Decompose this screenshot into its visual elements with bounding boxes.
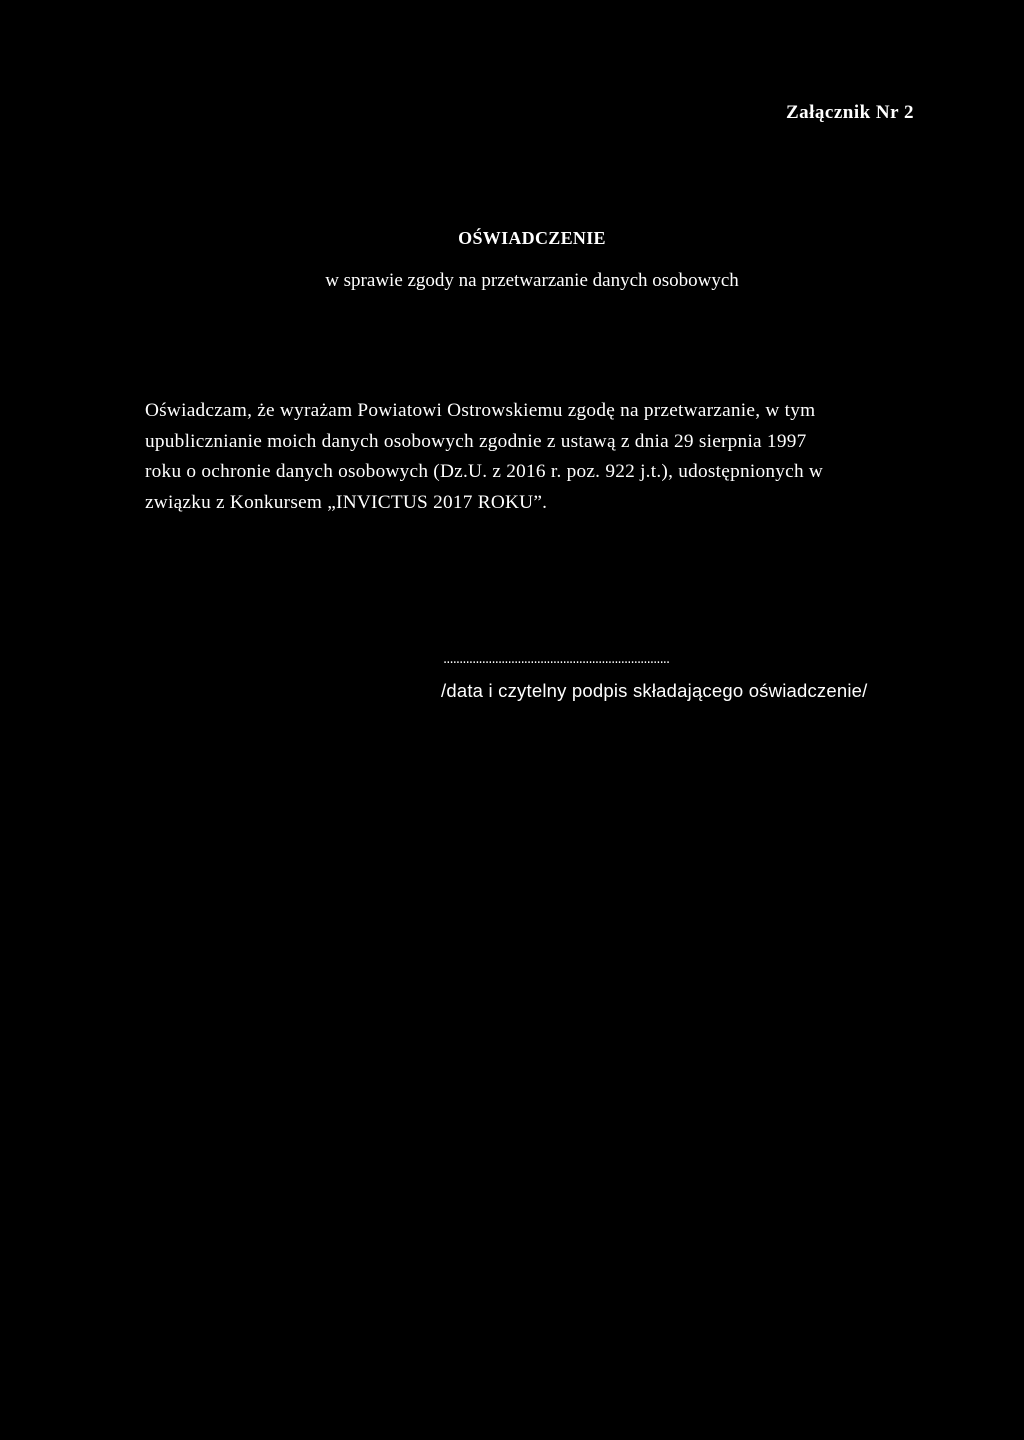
paragraph-line: roku o ochronie danych osobowych (Dz.U. z 2016 r. poz. 922 j.t.), udostępnionych w [145, 461, 824, 482]
paragraph-line: upublicznianie moich danych osobowych zgodnie z ustawą z dnia 29 sierpnia 1997 [145, 430, 807, 452]
document-title: OŚWIADCZENIE [458, 228, 606, 248]
declaration-paragraph [145, 396, 925, 518]
paragraph-line: związku z Konkursem „INVICTUS 2017 ROKU”. [145, 491, 548, 513]
signature-dotted-line: ...................................................................... [443, 652, 670, 667]
paragraph-line: Oświadczam, że wyrażam Powiatowi Ostrowskiemu zgodę na przetwarzanie, w tym [145, 400, 816, 421]
document-subtitle: w sprawie zgody na przetwarzanie danych osobowych [325, 270, 739, 291]
signature-caption: /data i czytelny podpis składającego oświadczenie/ [441, 680, 868, 701]
annex-label: Załącznik Nr 2 [785, 102, 914, 123]
